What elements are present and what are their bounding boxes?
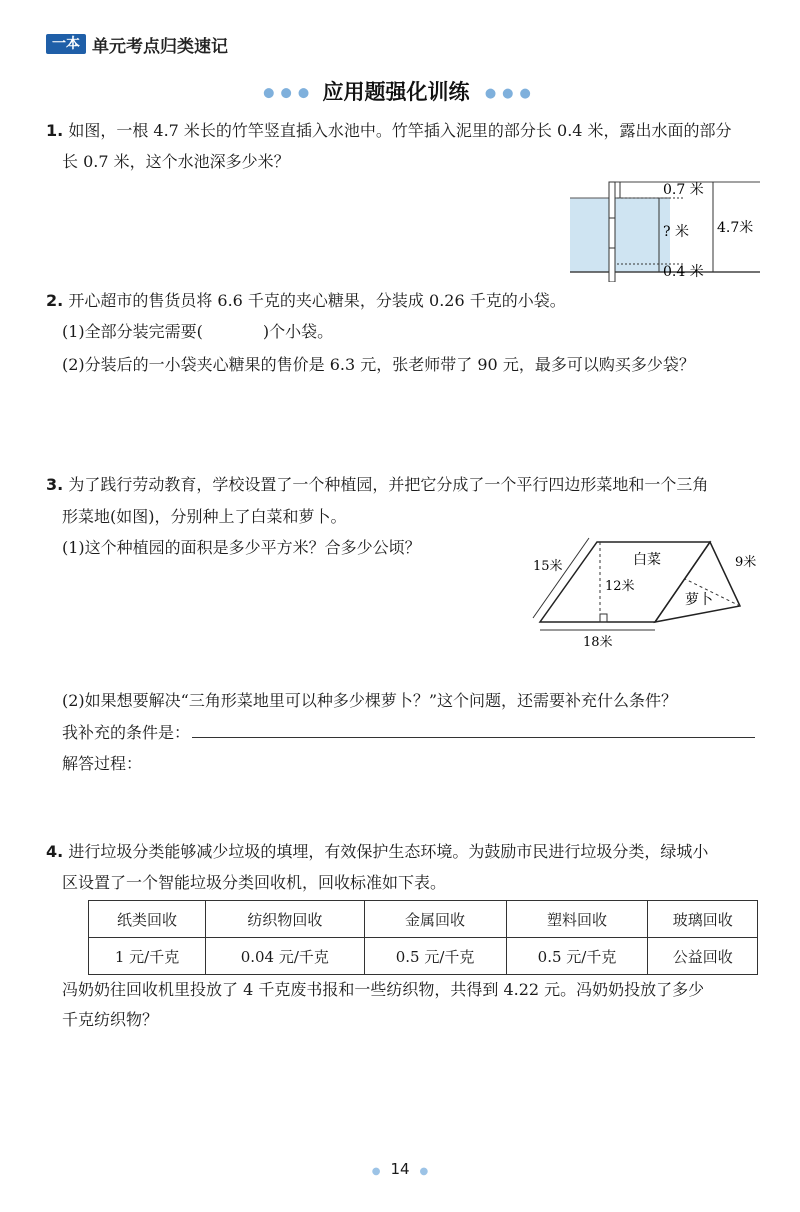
table-cell: 1 元/千克 [89, 938, 206, 975]
table-cell: 0.5 元/千克 [364, 938, 506, 975]
page-number [0, 1160, 800, 1178]
table-header: 金属回收 [364, 901, 506, 938]
q1-text2: 长 0.7 米，这个水池深多少米？ [62, 152, 290, 171]
water-area [570, 198, 670, 272]
q1-bamboo-figure [565, 178, 765, 282]
table-header: 玻璃回收 [648, 901, 758, 938]
q4-text2: 区设置了一个智能垃圾分类回收机，回收标准如下表。 [62, 873, 447, 892]
right-angle-mark [600, 614, 607, 622]
table-header: 塑料回收 [506, 901, 648, 938]
table-header: 纸类回收 [89, 901, 206, 938]
q4-text1: 进行垃圾分类能够减少垃圾的填埋，有效保护生态环境。为鼓励市民进行垃圾分类，绿城小 [68, 842, 709, 861]
dim-middle-label: ? 米 [663, 224, 689, 240]
decor-dots-right-icon: ●●● [484, 85, 537, 101]
radish-label: 萝卜 [685, 592, 713, 608]
q4-number: 4. [46, 842, 64, 861]
q1-number: 1. [46, 121, 64, 140]
table-cell: 0.04 元/千克 [206, 938, 365, 975]
table-cell: 0.5 元/千克 [506, 938, 648, 975]
q2-number: 2. [46, 291, 64, 310]
q3-text1: 为了践行劳动教育，学校设置了一个种植园，并把它分成了一个平行四边形菜地和一个三角 [68, 475, 709, 494]
recycle-table [88, 900, 758, 975]
series-badge: 一本 [46, 34, 86, 54]
height-label: 12米 [605, 579, 635, 594]
triangle-plot [655, 542, 740, 622]
q3-line1 [46, 474, 708, 496]
title-text: 应用题强化训练 [322, 80, 470, 104]
side-dimension [533, 538, 589, 618]
q3-process-label: 解答过程： [62, 754, 143, 773]
table-header: 纺织物回收 [206, 901, 365, 938]
q2-sub1-a: (1)全部分装完需要( [62, 322, 203, 341]
q4-text4: 千克纺织物？ [62, 1010, 159, 1029]
q1-line1 [46, 120, 732, 142]
tri-height-label: 9米 [735, 555, 757, 570]
q2-stem: 开心超市的售货员将 6.6 千克的夹心糖果，分装成 0.26 千克的小袋。 [68, 291, 566, 310]
page-dot-right-icon: ● [419, 1166, 429, 1177]
q3-condition-label: 我补充的条件是： [62, 723, 191, 742]
q1-text1: 如图，一根 4.7 米长的竹竿竖直插入水池中。竹竿插入泥里的部分长 0.4 米，露出水面的部分 [68, 121, 732, 140]
dim-top-label: 0.7 米 [663, 182, 704, 198]
header-title: 单元考点归类速记 [92, 37, 228, 57]
page-number-text: 14 [390, 1160, 410, 1178]
table-header-row [89, 901, 758, 938]
base-label: 18米 [583, 635, 613, 650]
q3-sub1: (1)这个种植园的面积是多少平方米？合多少公顷？ [62, 538, 421, 557]
table-row [89, 938, 758, 975]
dim-bottom-label: 0.4 米 [663, 264, 704, 280]
condition-answer-line[interactable] [192, 737, 755, 738]
table-cell: 公益回收 [648, 938, 758, 975]
side-label: 15米 [533, 559, 563, 574]
q2-sub1 [62, 321, 333, 343]
page-title [0, 76, 800, 106]
cabbage-label: 白菜 [633, 552, 661, 568]
q2-sub2: (2)分装后的一小袋夹心糖果的售价是 6.3 元，张老师带了 90 元，最多可以购买多少袋？ [62, 355, 695, 374]
bamboo-pole [609, 182, 615, 282]
page-dot-left-icon: ● [371, 1166, 381, 1177]
q2-sub1-b: )个小袋。 [262, 322, 334, 341]
q4-line1 [46, 841, 708, 863]
q3-text2: 形菜地(如图)，分别种上了白菜和萝卜。 [62, 507, 347, 526]
decor-dots-left-icon: ●●● [263, 85, 316, 101]
q3-number: 3. [46, 475, 64, 494]
q4-text3: 冯奶奶往回收机里投放了 4 千克废书报和一些纺织物，共得到 4.22 元。冯奶奶投放了多少 [62, 980, 705, 999]
dim-total-label: 4.7米 [717, 220, 754, 236]
q3-sub2: (2)如果想要解决“三角形菜地里可以种多少棵萝卜？”这个问题，还需要补充什么条件？ [62, 691, 678, 710]
q2-stem-line [46, 290, 566, 312]
q3-garden-figure [525, 534, 775, 654]
